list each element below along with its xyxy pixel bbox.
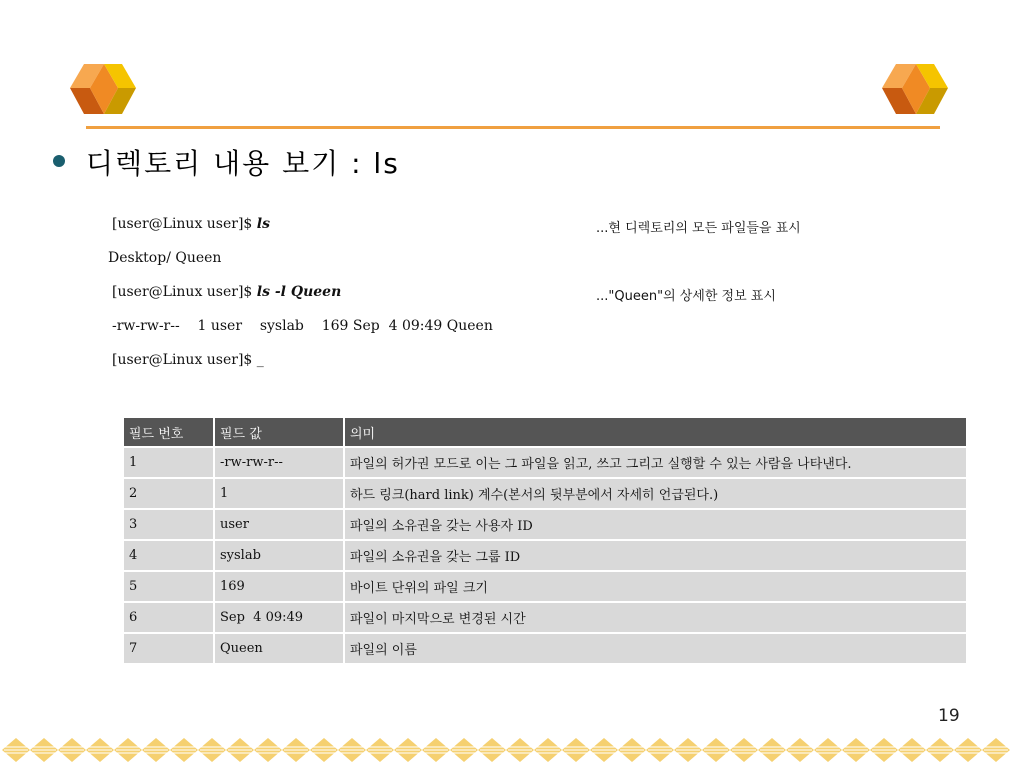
bullet-icon xyxy=(53,155,65,167)
terminal-line: Desktop/ Queen xyxy=(108,250,222,266)
table-row xyxy=(124,447,966,478)
header-rule xyxy=(86,126,940,129)
column-header: 의미 xyxy=(344,418,966,447)
table-header-row xyxy=(124,418,966,447)
decorative-diamond-border xyxy=(0,735,1024,765)
table-row xyxy=(124,571,966,602)
table-row xyxy=(124,478,966,509)
field-value-cell: Sep 4 09:49 xyxy=(214,602,344,633)
table-row xyxy=(124,540,966,571)
field-meaning-cell: 파일의 이름 xyxy=(344,633,966,663)
terminal-command: ls -l Queen xyxy=(256,284,342,300)
field-number-cell: 5 xyxy=(124,571,214,602)
field-meaning-cell: 파일의 소유권을 갖는 사용자 ID xyxy=(344,509,966,540)
terminal-prompt: [user@Linux user]$ xyxy=(112,284,257,300)
field-meaning-cell: 바이트 단위의 파일 크기 xyxy=(344,571,966,602)
field-meaning-cell: 파일의 소유권을 갖는 그룹 ID xyxy=(344,540,966,571)
field-value-cell: 169 xyxy=(214,571,344,602)
terminal-command: ls xyxy=(256,216,270,232)
column-header: 필드 값 xyxy=(214,418,344,447)
field-number-cell: 4 xyxy=(124,540,214,571)
terminal-line: -rw-rw-r-- 1 user syslab 169 Sep 4 09:49 Queen xyxy=(112,318,493,334)
field-number-cell: 1 xyxy=(124,447,214,478)
terminal-comment: ..."Queen"의 상세한 정보 표시 xyxy=(596,289,776,304)
field-table xyxy=(124,418,966,663)
field-number-cell: 3 xyxy=(124,509,214,540)
terminal-prompt: [user@Linux user]$ xyxy=(112,216,257,232)
column-header: 필드 번호 xyxy=(124,418,214,447)
field-number-cell: 7 xyxy=(124,633,214,663)
terminal-line: [user@Linux user]$ _ xyxy=(112,352,264,368)
terminal-line xyxy=(112,216,270,232)
field-number-cell: 2 xyxy=(124,478,214,509)
field-number-cell: 6 xyxy=(124,602,214,633)
terminal-line xyxy=(112,284,341,300)
cube-logo-right-icon xyxy=(878,58,950,120)
table-row xyxy=(124,509,966,540)
terminal-comment: ...현 디렉토리의 모든 파일들을 표시 xyxy=(596,221,801,236)
terminal-example xyxy=(108,210,912,390)
field-meaning-cell: 파일이 마지막으로 변경된 시간 xyxy=(344,602,966,633)
slide-bullet-text: 디렉토리 내용 보기 : ls xyxy=(86,147,400,180)
field-value-cell: syslab xyxy=(214,540,344,571)
field-value-cell: 1 xyxy=(214,478,344,509)
field-value-cell: Queen xyxy=(214,633,344,663)
field-value-cell: -rw-rw-r-- xyxy=(214,447,344,478)
field-meaning-cell: 하드 링크(hard link) 계수(본서의 뒷부분에서 자세히 언급된다.) xyxy=(344,478,966,509)
field-meaning-cell: 파일의 허가권 모드로 이는 그 파일을 읽고, 쓰고 그리고 실행할 수 있는 사람을 나타낸다. xyxy=(344,447,966,478)
page-number: 19 xyxy=(938,706,960,726)
table-row xyxy=(124,602,966,633)
field-value-cell: user xyxy=(214,509,344,540)
table-row xyxy=(124,633,966,663)
cube-logo-left-icon xyxy=(66,58,138,120)
